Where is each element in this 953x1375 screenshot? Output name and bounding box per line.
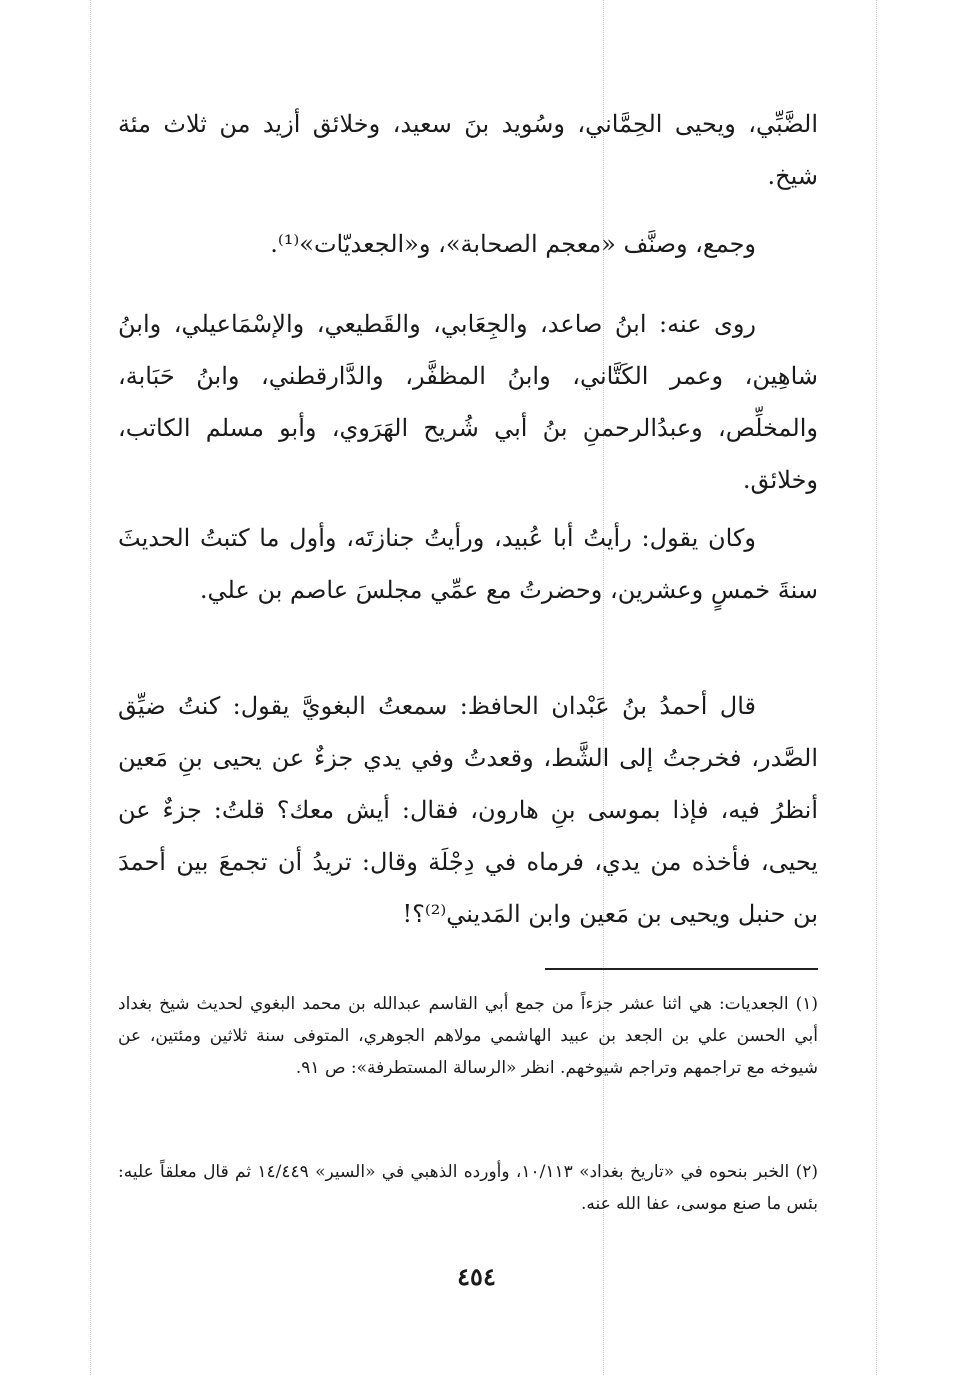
paragraph-works: وجمع، وصنَّف «معجم الصحابة»، و«الجعديّات»⁽¹⁾. bbox=[270, 230, 756, 258]
footnote-separator bbox=[545, 968, 818, 970]
footnote-1: (١) الجعديات: هي اثنا عشر جزءاً من جمع أبي القاسم عبدالله بن محمد البغوي لحديث شيخ بغداد أبي الحسن علي بن الجعد بن عبيد الهاشمي مولاهم الجوهري، المتوفى سنة ثلاثين ومئتين، عن شيوخه مع تراجمهم وتراجم شيوخهم. انظر «الرسالة المستطرفة»: ص ٩١. bbox=[118, 994, 818, 1078]
paragraph-anecdote: قال أحمدُ بنُ عَبْدان الحافظ: سمعتُ البغويَّ يقول: كنتُ ضيِّق الصَّدر، فخرجتُ إلى الشَّط، وقعدتُ وفي يدي جزءٌ عن يحيى بنِ مَعين أنظرُ فيه، فإذا بموسى بنِ هارون، فقال: أيش معك؟ قلتُ: جزءٌ عن يحيى، فأخذه من يدي، فرماه في دِجْلَة وقال: تريدُ أن تجمعَ بين أحمدَ بن حنبل ويحيى بن مَعين وابن المَديني⁽²⁾؟! bbox=[118, 692, 818, 928]
footnote-2: (٢) الخبر بنحوه في «تاريخ بغداد» ١٠/١١٣، وأورده الذهبي في «السير» ١٤/٤٤٩ ثم قال معلقاً عليه: بئس ما صنع موسى، عفا الله عنه. bbox=[118, 1162, 819, 1214]
scan-margin-line bbox=[876, 0, 877, 1375]
page-number: ٤٥٤ bbox=[457, 1262, 496, 1291]
paragraph-quote: وكان يقول: رأيتُ أبا عُبيد، ورأيتُ جنازتَه، وأول ما كتبتُ الحديثَ سنةَ خمسٍ وعشرين، وحضرتُ مع عمِّي مجلسَ عاصم بن علي. bbox=[118, 524, 818, 604]
paragraph-students: روى عنه: ابنُ صاعد، والجِعَابي، والقَطيعي، والإسْمَاعيلي، وابنُ شاهِين، وعمر الكَتَّاني، وابنُ المظفَّر، والدَّارقطني، وابنُ حَبَابة، والمخلِّص، وعبدُالرحمنِ بنُ أبي شُريح الهَرَوي، وأبو مسلم الكاتب، وخلائق. bbox=[118, 310, 818, 494]
scan-margin-line bbox=[90, 0, 91, 1375]
paragraph-teachers: الضَّبِّي، ويحيى الحِمَّاني، وسُويد بنَ سعيد، وخلائق أزيد من ثلاث مئة شيخ. bbox=[118, 110, 818, 190]
